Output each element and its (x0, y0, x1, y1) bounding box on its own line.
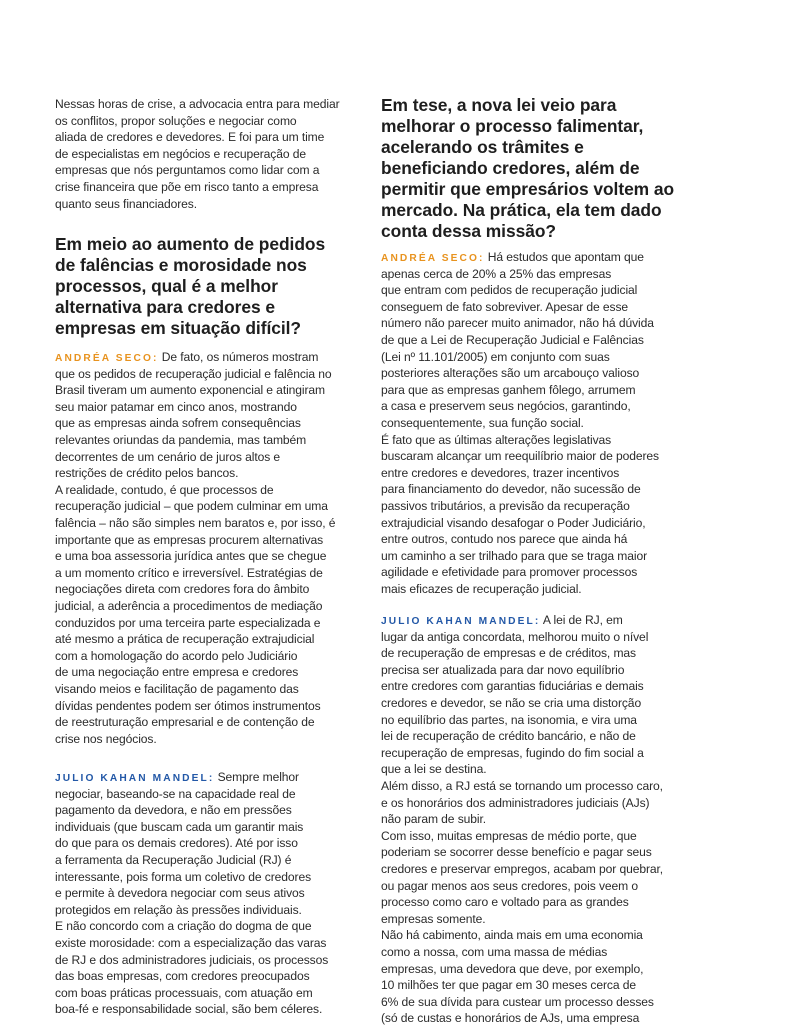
answer-line: entre credores com garantias fiduciárias e demais (381, 679, 644, 694)
answer-line: conduzidos por uma terceira parte especializada e (55, 615, 321, 630)
speaker-name: ANDRÉA SECO: (381, 253, 485, 264)
question-line: acelerando os trâmites e (381, 137, 584, 157)
answer-line: no equilíbrio das partes, na isonomia, e vira uma (381, 712, 637, 727)
answer-line: um caminho a ser trilhado para que se traga maior (381, 548, 648, 563)
answer-text: Sempre melhor (214, 770, 299, 784)
answer-line: empresas, uma devedora que deve, por exemplo, (381, 961, 644, 976)
question-line: processos, qual é a melhor (55, 276, 278, 296)
answer-line: entre credores e devedores, trazer incentivos (381, 465, 620, 480)
answer-line: lei de recuperação de crédito bancário, e não de (381, 729, 636, 744)
intro-line: aliada de credores e devedores. E foi para um time (55, 130, 325, 145)
question-line: beneficiando credores, além de (381, 158, 640, 178)
question-line: alternativa para credores e (55, 297, 276, 317)
answer-line: que entram com pedidos de recuperação judicial (381, 283, 638, 298)
answer-line: empresas somente. (381, 911, 486, 926)
answer-line: credores e devedor, se não se cria uma distorção (381, 696, 642, 710)
question-line: empresas em situação difícil? (55, 318, 301, 338)
answer-line: protegidos em relação às pressões individuais. (55, 902, 302, 917)
answer-line: das boas empresas, com credores preocupados (55, 969, 310, 984)
question-line: Em meio ao aumento de pedidos (55, 234, 326, 254)
answer-line: recuperação judicial – que podem culminar em uma (55, 499, 328, 514)
answer-line: Brasil tiveram um aumento exponencial e atingiram (55, 383, 326, 398)
answer-line: para financiamento do devedor, não sucessão de (381, 482, 641, 497)
answer-line: que as empresas ainda sofrem consequências (55, 416, 301, 431)
intro-line: Nessas horas de crise, a advocacia entra para mediar (55, 97, 340, 111)
answer-line: e uma boa assessoria jurídica antes que se chegue (55, 549, 327, 564)
answer-line: de RJ e dos administradores judiciais, os processos (55, 952, 329, 967)
answer-line: do que para os demais credores). Até por isso (55, 836, 298, 851)
answer-line: número não parecer muito animador, não há dúvida (381, 316, 654, 331)
answer-line: credores e preservar empregos, acabam por quebrar, (381, 862, 664, 876)
question-line: de falências e morosidade nos (55, 255, 307, 275)
answer-line: dívidas pendentes podem ser ótimos instrumentos (55, 698, 321, 713)
answer-line: falência – não são simples nem baratos e, por isso, é (55, 516, 336, 530)
answer-line: buscaram alcançar um reequilíbrio maior de poderes (381, 449, 659, 464)
answer-line: interessante, pois forma um coletivo de credores (55, 869, 312, 884)
answer-line: que os pedidos de recuperação judicial e falência no (55, 366, 332, 381)
intro-line: os conflitos, propor soluções e negociar como (55, 113, 297, 128)
answer-line: posteriores alterações são um arcabouço valioso (381, 366, 640, 381)
answer-line: precisa ser atualizada para dar novo equilíbrio (381, 662, 625, 677)
answer-line: decorrentes de um cenário de juros altos e (55, 449, 281, 464)
answer-line: (Lei nº 11.101/2005) em conjunto com suas (381, 349, 610, 364)
answer-line: A realidade, contudo, é que processos de (55, 482, 274, 497)
answer-text: De fato, os números mostram (158, 350, 319, 364)
answer-line: e os honorários dos administradores judiciais (AJs) (381, 795, 650, 810)
intro-line: quanto seus financiadores. (55, 196, 197, 211)
answer-text: A lei de RJ, em (540, 613, 623, 627)
answer-line: de reestruturação empresarial e de contenção de (55, 715, 315, 730)
answer-line: a um momento crítico e irreversível. Estratégias de (55, 565, 323, 580)
question-line: melhorar o processo falimentar, (381, 116, 644, 136)
answer-line: negociar, baseando-se na capacidade real de (55, 786, 296, 801)
answer-line: com boas práticas processuais, com atuação em (55, 985, 313, 1000)
intro-line: de especialistas em negócios e recuperação de (55, 146, 306, 161)
speaker-name: JULIO KAHAN MANDEL: (55, 773, 215, 784)
answer-line: até mesmo a prática de recuperação extrajudicial (55, 632, 315, 647)
answer-line: existe morosidade: com a especialização das varas (55, 936, 327, 950)
answer-line: (só de custas e honorários de AJs, uma empresa (381, 1011, 640, 1026)
answer-line: boa-fé e responsabilidade social, são bem céleres. (55, 1002, 323, 1017)
answer-line: não param de subir. (381, 812, 486, 827)
answer-line: passivos tributários, a previsão da recuperação (381, 499, 630, 513)
answer-line: entre outros, contudo nos parece que ainda há (381, 532, 628, 547)
intro-line: crise financeira que põe em risco tanto a empresa (55, 180, 319, 194)
answer-line: como a nossa, com uma massa de médias (381, 945, 608, 959)
answer-line: consequentemente, sua função social. (381, 416, 584, 430)
answer-line: e permite à devedora negociar com seus ativos (55, 886, 305, 901)
answer-line: de recuperação de empresas e de créditos, mas (381, 646, 636, 661)
answer-line: E não concordo com a criação do dogma de que (55, 919, 312, 934)
answer-line: de que a Lei de Recuperação Judicial e Falências (381, 333, 644, 347)
answer-line: poderiam se socorrer desse benefício e pagar seus (381, 845, 652, 860)
intro-line: empresas que nós perguntamos como lidar com a (55, 163, 320, 178)
answer-line: com a homologação do acordo pelo Judiciário (55, 648, 298, 663)
answer-line: recuperação de empresas, fugindo do fim social a (381, 745, 644, 760)
answer-line: a casa e preservem seus negócios, garantindo, (381, 399, 631, 414)
answer-line: importante que as empresas procurem alternativas (55, 532, 324, 547)
answer-line: judicial, a aderência a procedimentos de mediação (55, 599, 323, 613)
question-line: permitir que empresários voltem ao (381, 179, 675, 199)
answer-line: apenas cerca de 20% a 25% das empresas (381, 266, 612, 281)
answer-line: restrições de crédito pelos bancos. (55, 466, 239, 481)
answer-line: negociações direta com credores fora do âmbito (55, 582, 310, 597)
answer-line: extrajudicial visando desafogar o Poder Judiciário, (381, 515, 646, 530)
answer-line: Além disso, a RJ está se tornando um processo caro, (381, 779, 663, 793)
question-line: mercado. Na prática, ela tem dado (381, 200, 662, 220)
speaker-name: ANDRÉA SECO: (55, 353, 159, 364)
answer-line: pagamento da devedora, e não em pressões (55, 803, 292, 818)
answer-line: Com isso, muitas empresas de médio porte, que (381, 828, 637, 843)
answer-line: agilidade e efetividade para promover processos (381, 565, 638, 580)
answer-line: relevantes oriundas da pandemia, mas também (55, 433, 307, 447)
answer-line: Não há cabimento, ainda mais em uma economia (381, 928, 643, 943)
answer-line: lugar da antiga concordata, melhorou muito o nível (381, 629, 649, 644)
answer-line: conseguem de fato sobreviver. Apesar de esse (381, 299, 629, 314)
answer-line: 6% de sua dívida para custear um processo desses (381, 994, 654, 1009)
answer-line: É fato que as últimas alterações legislativas (381, 432, 612, 447)
question-line: Em tese, a nova lei veio para (381, 95, 617, 115)
answer-line: de uma negociação entre empresa e credores (55, 665, 299, 680)
speaker-name: JULIO KAHAN MANDEL: (381, 616, 541, 627)
answer-line: seu maior patamar em cinco anos, mostrando (55, 399, 297, 414)
answer-line: 10 milhões ter que pagar em 30 meses cerca de (381, 978, 636, 993)
answer-text: Há estudos que apontam que (484, 250, 644, 264)
answer-line: mais eficazes de recuperação judicial. (381, 582, 582, 596)
answer-line: para que as empresas ganhem fôlego, arrumem (381, 382, 636, 397)
answer-line: que a lei se destina. (381, 762, 487, 777)
answer-line: a ferramenta da Recuperação Judicial (RJ) é (55, 853, 292, 867)
answer-line: ou pagar menos aos seus credores, pois veem o (381, 878, 639, 893)
answer-line: individuais (que buscam cada um garantir mais (55, 819, 304, 834)
answer-line: processo como caro e voltado para as grandes (381, 895, 629, 910)
answer-line: visando meios e facilitação de pagamento das (55, 682, 299, 696)
question-line: conta dessa missão? (381, 221, 556, 241)
answer-line: crise nos negócios. (55, 731, 157, 746)
